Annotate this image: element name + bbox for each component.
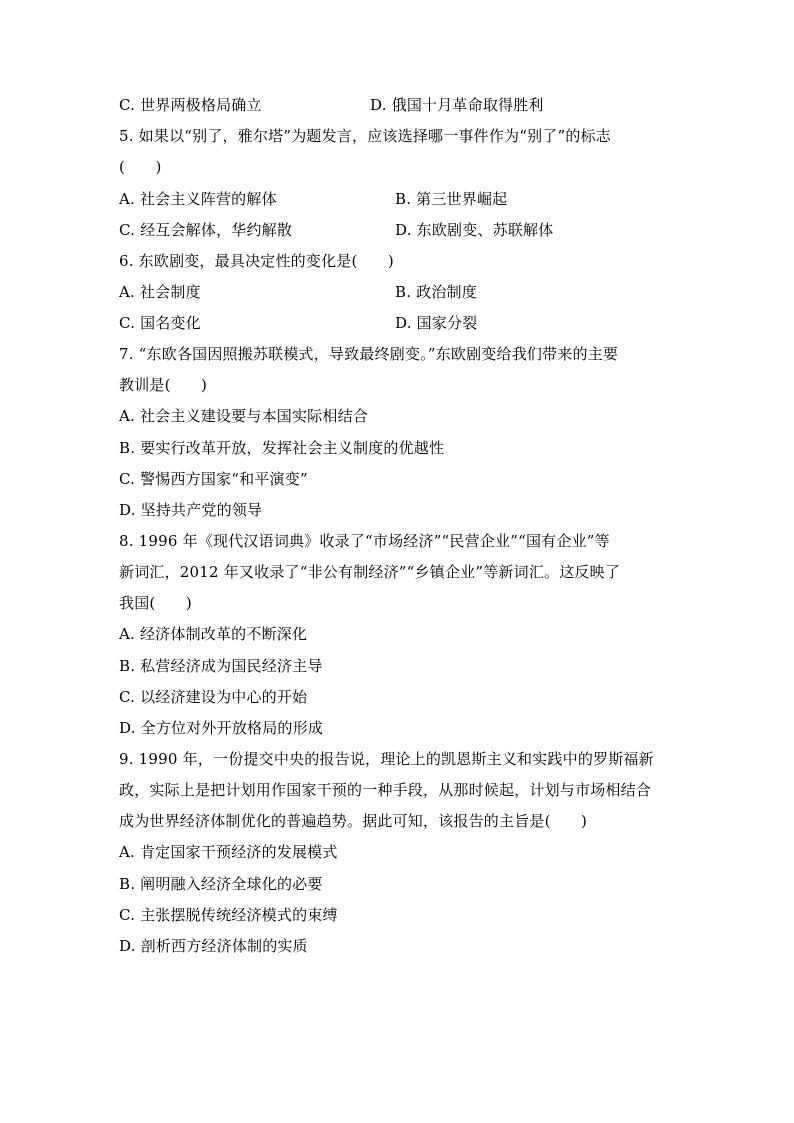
q7-option-a: A. 社会主义建设要与本国实际相结合 [119,407,368,425]
q8-option-a: A. 经济体制改革的不断深化 [119,625,308,643]
q8-stem-line-1: 8. 1996 年《现代汉语词典》收录了“市场经济”“民营企业”“国有企业”等 [119,532,610,550]
option-b: B. 第三世界崛起 [395,190,508,208]
q8-stem-line-2: 新词汇，2012 年又收录了“非公有制经济”“乡镇企业”等新词汇。这反映了 [119,563,621,581]
q7-stem-line-2: 教训是( ) [119,376,208,394]
q9-option-a: A. 肯定国家干预经济的发展模式 [119,843,338,861]
q7-stem-line-1: 7. “东欧各国因照搬苏联模式，导致最终剧变。”东欧剧变给我们带来的主要 [119,345,619,363]
q8-option-b: B. 私营经济成为国民经济主导 [119,657,323,675]
q6-options-ab [119,277,679,308]
q6-stem: 6. 东欧剧变，最具决定性的变化是( ) [119,252,394,270]
q9-stem-line-1: 9. 1990 年，一份提交中央的报告说，理论上的凯恩斯主义和实践中的罗斯福新 [119,750,654,768]
q5-options-ab [119,184,679,215]
option-c: C. 国名变化 [119,314,201,332]
q8-option-d: D. 全方位对外开放格局的形成 [119,719,324,737]
option-a: A. 社会主义阵营的解体 [119,190,277,208]
q9-option-c: C. 主张摆脱传统经济模式的束缚 [119,906,338,924]
q5-stem-line-1: 5. 如果以“别了，雅尔塔”为题发言，应该选择哪一事件作为“别了”的标志 [119,127,611,145]
option-d: D. 东欧剧变、苏联解体 [395,221,554,239]
q5-stem-line-2: ( ) [119,158,162,176]
option-d: D. 国家分裂 [395,314,478,332]
option-c: C. 经互会解体，华约解散 [119,221,293,239]
option-b: B. 政治制度 [395,283,477,301]
q7-option-c: C. 警惕西方国家“和平演变” [119,470,308,488]
q9-stem-line-3: 成为世界经济体制优化的普遍趋势。据此可知，该报告的主旨是( ) [119,812,588,830]
q8-stem-line-3: 我国( ) [119,594,192,612]
q9-option-b: B. 阐明融入经济全球化的必要 [119,875,323,893]
option-d: D. 俄国十月革命取得胜利 [370,96,544,114]
q9-stem-line-2: 政，实际上是把计划用作国家干预的一种手段，从那时候起，计划与市场相结合 [119,781,652,799]
option-c: C. 世界两极格局确立 [119,96,262,114]
option-a: A. 社会制度 [119,283,201,301]
q7-option-b: B. 要实行改革开放，发挥社会主义制度的优越性 [119,439,445,457]
q8-option-c: C. 以经济建设为中心的开始 [119,688,308,706]
q5-options-cd [119,215,679,246]
q4-options-cd [119,90,679,121]
q9-option-d: D. 剖析西方经济体制的实质 [119,937,308,955]
q6-options-cd [119,308,679,339]
q7-option-d: D. 坚持共产党的领导 [119,501,263,519]
